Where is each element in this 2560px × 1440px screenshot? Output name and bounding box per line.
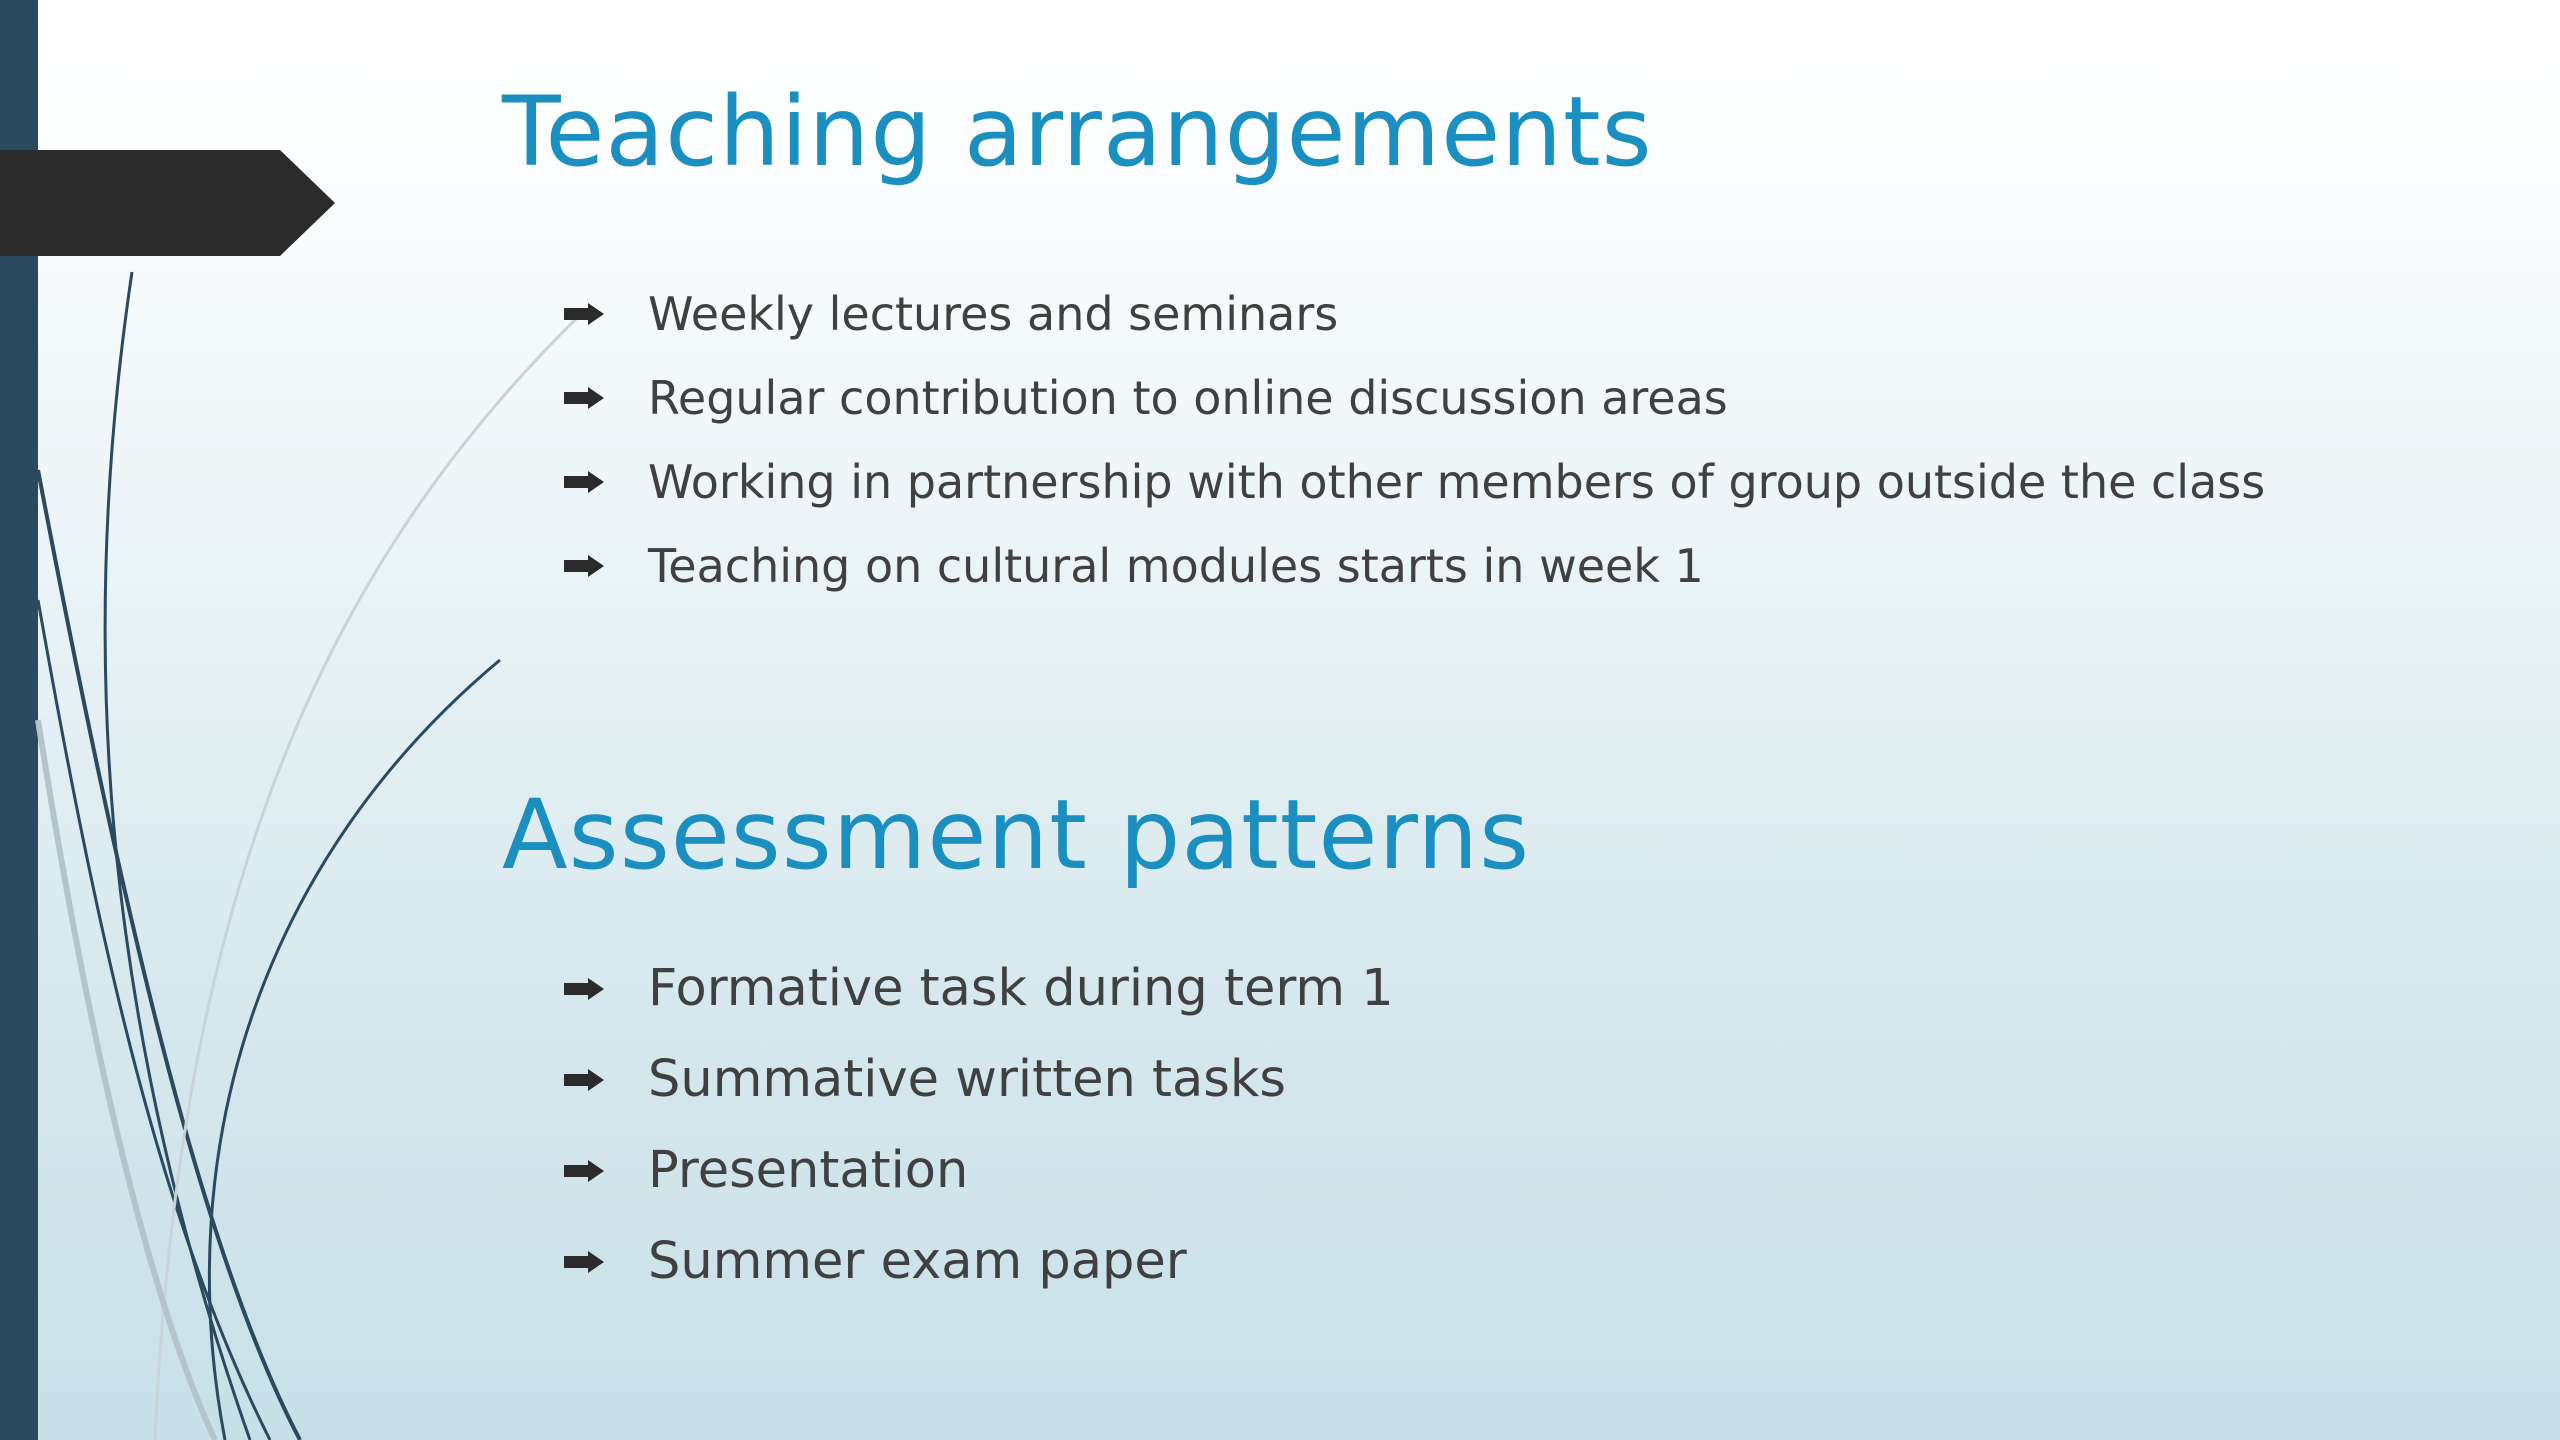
teaching-arrangements-heading: Teaching arrangements [502,76,1653,188]
right-pointing-arrow-bullet-icon [564,978,604,1000]
list-item [564,1125,1394,1216]
title-tab-shape [0,150,335,256]
list-item [564,943,1394,1034]
right-pointing-arrow-bullet-icon [564,387,604,409]
list-item-text: Working in partnership with other members of group outside the class [648,455,2266,509]
list-item [564,524,2265,608]
list-item-text: Presentation [648,1141,969,1200]
right-pointing-arrow-bullet-icon [564,1160,604,1182]
right-pointing-arrow-bullet-icon [564,555,604,577]
right-pointing-arrow-bullet-icon [564,303,604,325]
list-item-text: Formative task during term 1 [648,959,1394,1018]
right-pointing-arrow-bullet-icon [564,1069,604,1091]
list-item [564,440,2265,524]
list-item [564,356,2265,440]
right-pointing-arrow-bullet-icon [564,471,604,493]
right-pointing-arrow-bullet-icon [564,1251,604,1273]
list-item [564,1216,1394,1307]
assessment-patterns-heading: Assessment patterns [502,779,1531,891]
list-item-text: Weekly lectures and seminars [648,287,1339,341]
teaching-arrangements-list [564,272,2265,608]
list-item-text: Summative written tasks [648,1050,1286,1109]
list-item-text: Teaching on cultural modules starts in week 1 [648,539,1704,593]
list-item-text: Regular contribution to online discussion areas [648,371,1728,425]
assessment-patterns-list [564,943,1394,1307]
list-item-text: Summer exam paper [648,1232,1187,1291]
list-item [564,272,2265,356]
list-item [564,1034,1394,1125]
